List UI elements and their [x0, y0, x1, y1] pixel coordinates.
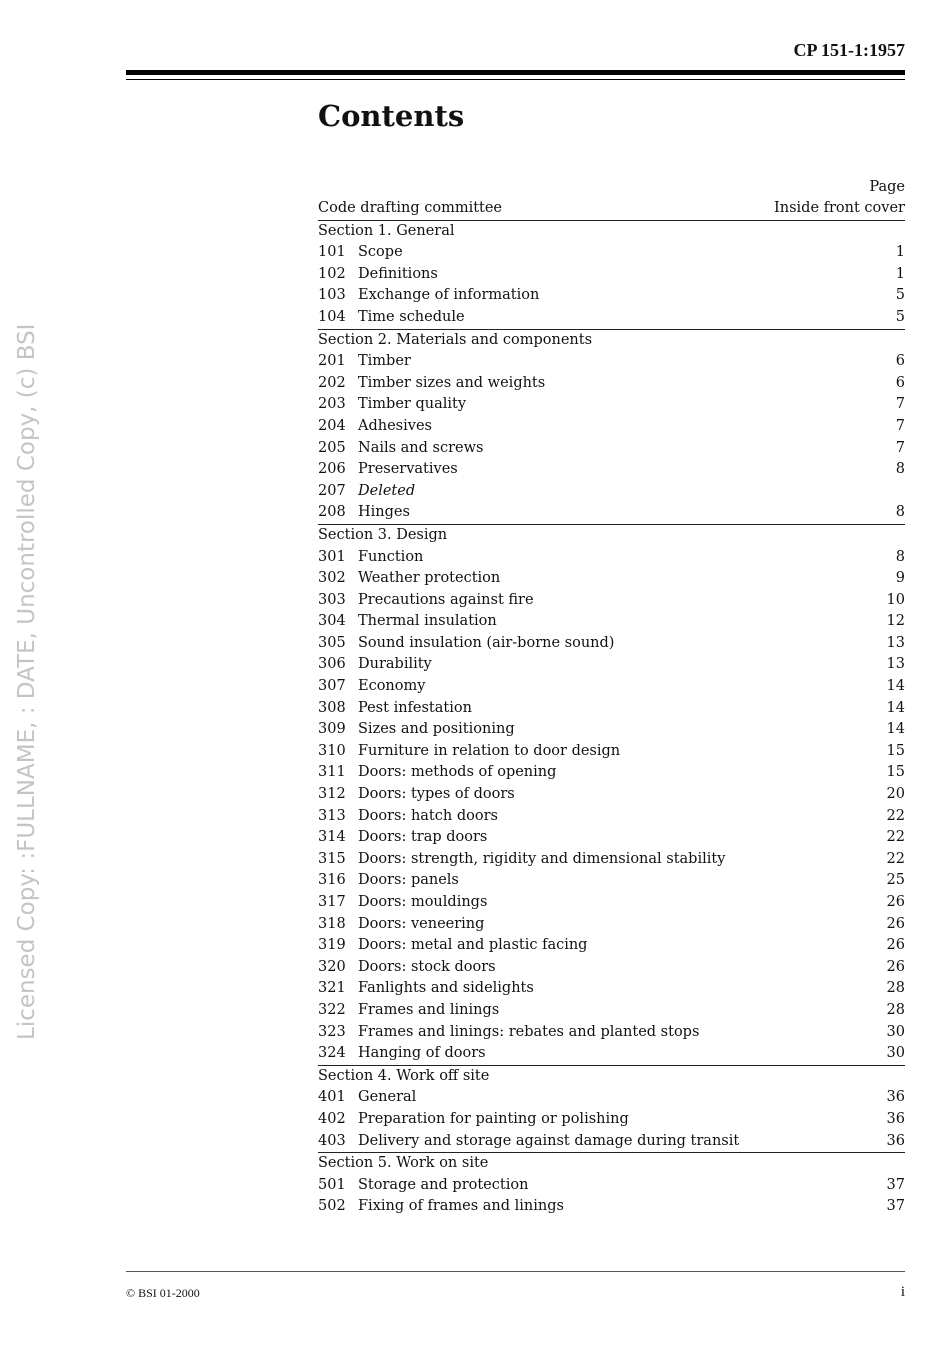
- toc-entry-number: 324: [318, 1045, 346, 1062]
- toc-entry: [318, 307, 905, 330]
- toc-entry-title: Time schedule: [358, 308, 465, 325]
- toc-entry-title: Timber quality: [358, 396, 467, 413]
- toc-entry: [318, 719, 905, 741]
- toc-entry-title: Doors: hatch doors: [358, 807, 498, 824]
- toc-entry-title: Pest infestation: [358, 699, 472, 716]
- toc-entry-title: Timber: [358, 353, 411, 370]
- toc-entry-title: Sizes and positioning: [358, 721, 515, 738]
- toc-entry: [318, 892, 905, 914]
- toc-entry: [318, 914, 905, 936]
- toc-entry-title: Doors: panels: [358, 872, 459, 889]
- toc-entry-page: 26: [886, 958, 905, 975]
- toc-entry-title: Doors: methods of opening: [358, 764, 557, 781]
- toc-entry-page: 36: [886, 1110, 905, 1127]
- toc-entry: [318, 264, 905, 286]
- toc-entry-number: 320: [318, 958, 346, 975]
- footer-copyright: © BSI 01-2000: [126, 1286, 200, 1300]
- toc-sections: [318, 221, 905, 1218]
- toc-entry-page: 37: [886, 1176, 905, 1193]
- toc-entry: [318, 806, 905, 828]
- toc-entry-number: 310: [318, 742, 346, 759]
- toc-section-heading-text: Section 5. Work on site: [318, 1155, 489, 1172]
- toc-entry-page: 30: [886, 1023, 905, 1040]
- toc-entry: [318, 459, 905, 481]
- licence-watermark: Licensed Copy: :FULLNAME, : DATE, Uncontrolled Copy, (c) BSI: [14, 323, 40, 1040]
- toc-entry-number: 101: [318, 244, 346, 261]
- toc-entry-number: 311: [318, 764, 346, 781]
- toc-entry: [318, 1000, 905, 1022]
- footer-page-number: i: [900, 1284, 905, 1300]
- toc-entry-page: 8: [895, 461, 905, 478]
- toc-entry-number: 316: [318, 872, 346, 889]
- toc-entry-title: Definitions: [358, 265, 438, 282]
- toc-entry-number: 318: [318, 915, 346, 932]
- toc-entry-page: 22: [886, 829, 905, 846]
- toc-entry: [318, 633, 905, 655]
- toc-entry-title: Scope: [358, 244, 403, 261]
- toc-entry-page: 5: [895, 308, 905, 325]
- toc-entry: [318, 242, 905, 264]
- toc-section-heading-text: Section 3. Design: [318, 526, 448, 543]
- toc-entry-number: 102: [318, 265, 346, 282]
- toc-section-heading: [318, 1066, 905, 1088]
- toc-entry-number: 305: [318, 634, 346, 651]
- toc-entry: [318, 978, 905, 1000]
- toc-section-heading-text: Section 1. General: [318, 222, 455, 239]
- toc-entry-number: 401: [318, 1089, 346, 1106]
- toc-entry-page: 13: [886, 634, 905, 651]
- toc-entry-number: 204: [318, 417, 346, 434]
- toc-entry-page: 25: [886, 872, 905, 889]
- toc-entry: [318, 568, 905, 590]
- toc-entry-number: 304: [318, 613, 346, 630]
- toc-entry: [318, 1175, 905, 1197]
- page-title: Contents: [318, 99, 465, 133]
- toc-entry: [318, 784, 905, 806]
- toc-entry-title: Delivery and storage against damage during transit: [358, 1132, 740, 1149]
- toc-entry-page: 7: [895, 417, 905, 434]
- toc-entry-title: Sound insulation (air-borne sound): [358, 634, 615, 651]
- toc-entry-number: 403: [318, 1132, 346, 1149]
- table-of-contents: [318, 176, 905, 1218]
- toc-entry: [318, 394, 905, 416]
- toc-section-heading-text: Section 2. Materials and components: [318, 331, 593, 348]
- toc-entry-page: 36: [886, 1089, 905, 1106]
- toc-section-heading: [318, 1153, 905, 1175]
- toc-entry-number: 302: [318, 570, 346, 587]
- toc-entry-title: General: [358, 1089, 417, 1106]
- toc-entry-page: 1: [895, 244, 905, 261]
- toc-entry-number: 319: [318, 937, 346, 954]
- toc-entry-page: 6: [895, 353, 905, 370]
- toc-entry-page: 8: [895, 504, 905, 521]
- toc-entry-number: 322: [318, 1001, 346, 1018]
- toc-entry-title: Durability: [358, 656, 432, 673]
- toc-entry-title: Economy: [358, 678, 426, 695]
- toc-entry-title: Preservatives: [358, 461, 458, 478]
- toc-entry-number: 202: [318, 374, 346, 391]
- toc-entry-page: 7: [895, 396, 905, 413]
- toc-entry: [318, 1043, 905, 1066]
- toc-entry-page: 36: [886, 1132, 905, 1149]
- toc-entry-page: 5: [895, 287, 905, 304]
- toc-entry: [318, 373, 905, 395]
- toc-entry: [318, 1022, 905, 1044]
- toc-entry: [318, 481, 905, 503]
- toc-entry-number: 303: [318, 591, 346, 608]
- toc-entry-number: 312: [318, 786, 346, 803]
- toc-entry-title: Fixing of frames and linings: [358, 1198, 564, 1215]
- toc-entry-title: Exchange of information: [358, 287, 540, 304]
- toc-entry-page: 14: [886, 699, 905, 716]
- toc-entry-page: 28: [886, 1001, 905, 1018]
- toc-entry: [318, 1109, 905, 1131]
- toc-entry-page: 1: [895, 265, 905, 282]
- toc-entry-page: 22: [886, 807, 905, 824]
- toc-entry-title: Nails and screws: [358, 439, 484, 456]
- toc-entry: [318, 1131, 905, 1154]
- toc-entry-page: 20: [886, 786, 905, 803]
- toc-entry-number: 317: [318, 894, 346, 910]
- toc-entry-number: 313: [318, 807, 346, 824]
- toc-lead-text: Code drafting committee: [318, 200, 503, 216]
- toc-entry-title: Weather protection: [358, 570, 501, 587]
- toc-entry-number: 502: [318, 1198, 346, 1215]
- toc-entry-title: Thermal insulation: [358, 613, 497, 630]
- toc-section-heading: [318, 330, 905, 352]
- toc-entry-page: 14: [886, 678, 905, 695]
- toc-entry-title: Furniture in relation to door design: [358, 742, 621, 759]
- toc-entry: [318, 676, 905, 698]
- toc-entry-title: Doors: metal and plastic facing: [358, 937, 588, 954]
- toc-entry: [318, 870, 905, 892]
- toc-entry: [318, 502, 905, 525]
- toc-entry-title: Hanging of doors: [358, 1045, 486, 1062]
- toc-entry: [318, 611, 905, 633]
- toc-entry: [318, 416, 905, 438]
- header-rule-thick: [126, 70, 905, 75]
- toc-section-heading: [318, 525, 905, 547]
- toc-entry-title: Fanlights and sidelights: [358, 980, 534, 997]
- toc-entry-number: 315: [318, 850, 346, 867]
- toc-entry: [318, 1087, 905, 1109]
- toc-entry: [318, 957, 905, 979]
- toc-entry-page: 30: [886, 1045, 905, 1062]
- toc-entry-page: 26: [886, 894, 905, 910]
- toc-entry-title: Doors: stock doors: [358, 958, 496, 975]
- toc-entry-number: 203: [318, 396, 346, 413]
- toc-entry-page: 12: [886, 613, 905, 630]
- toc-entry-number: 208: [318, 504, 346, 521]
- toc-entry-page: 14: [886, 721, 905, 738]
- toc-entry: [318, 654, 905, 676]
- toc-entry-number: 201: [318, 353, 346, 370]
- toc-entry-title: Adhesives: [358, 417, 432, 434]
- toc-entry-page: 22: [886, 850, 905, 867]
- toc-entry: [318, 741, 905, 763]
- toc-entry-number: 402: [318, 1110, 346, 1127]
- page-column-label: Page: [869, 179, 905, 195]
- toc-section-heading: [318, 221, 905, 243]
- toc-entry: [318, 698, 905, 720]
- toc-entry-number: 301: [318, 548, 346, 565]
- toc-entry: [318, 590, 905, 612]
- toc-entry: [318, 849, 905, 871]
- header-rule-thin: [126, 79, 905, 80]
- toc-entry-number: 206: [318, 461, 346, 478]
- toc-entry: [318, 1196, 905, 1218]
- toc-entry-page: 15: [886, 742, 905, 759]
- toc-entry: [318, 547, 905, 569]
- toc-entry-page: 6: [895, 374, 905, 391]
- toc-entry-title: Doors: mouldings: [358, 894, 488, 910]
- toc-entry-number: 306: [318, 656, 346, 673]
- toc-entry-number: 309: [318, 721, 346, 738]
- document-id: CP 151-1:1957: [793, 40, 905, 60]
- toc-lead-page: Inside front cover: [774, 200, 905, 216]
- toc-entry-page: 15: [886, 764, 905, 781]
- toc-entry-title: Timber sizes and weights: [358, 374, 546, 391]
- toc-entry-title: Frames and linings: rebates and planted stops: [358, 1023, 700, 1040]
- footer-rule: [126, 1271, 905, 1272]
- toc-entry-number: 103: [318, 287, 346, 304]
- toc-entry-title: Frames and linings: [358, 1001, 500, 1018]
- toc-lead-row: [318, 198, 905, 221]
- toc-entry-number: 501: [318, 1176, 346, 1193]
- toc-entry-number: 307: [318, 678, 346, 695]
- toc-entry-number: 323: [318, 1023, 346, 1040]
- toc-entry-title: Function: [358, 548, 424, 565]
- toc-entry-title: Doors: types of doors: [358, 786, 515, 803]
- toc-entry: [318, 762, 905, 784]
- toc-entry-title: Doors: veneering: [358, 915, 485, 932]
- toc-entry: [318, 935, 905, 957]
- toc-entry-page: 13: [886, 656, 905, 673]
- toc-entry-page: 8: [895, 548, 905, 565]
- toc-entry-title: Doors: strength, rigidity and dimensional stability: [358, 850, 726, 867]
- toc-entry-title: Hinges: [358, 504, 410, 521]
- toc-entry: [318, 438, 905, 460]
- toc-entry-page: 10: [886, 591, 905, 608]
- toc-entry-title: Preparation for painting or polishing: [358, 1110, 629, 1127]
- toc-entry-page: 26: [886, 915, 905, 932]
- toc-section-heading-text: Section 4. Work off site: [318, 1067, 490, 1084]
- toc-entry-page: 37: [886, 1198, 905, 1215]
- toc-entry-number: 207: [318, 482, 346, 499]
- toc-entry: [318, 827, 905, 849]
- toc-entry-number: 308: [318, 699, 346, 716]
- toc-entry-page: 26: [886, 937, 905, 954]
- toc-entry-title: Precautions against fire: [358, 591, 534, 608]
- toc-entry-number: 321: [318, 980, 346, 997]
- toc-entry-number: 205: [318, 439, 346, 456]
- toc-entry-number: 104: [318, 308, 346, 325]
- toc-entry-page: 28: [886, 980, 905, 997]
- toc-entry-page: 9: [895, 570, 905, 587]
- toc-entry-title: Deleted: [358, 482, 416, 499]
- toc-entry-title: Storage and protection: [358, 1176, 529, 1193]
- toc-entry-number: 314: [318, 829, 346, 846]
- toc-entry-title: Doors: trap doors: [358, 829, 488, 846]
- toc-entry: [318, 285, 905, 307]
- toc-entry: [318, 351, 905, 373]
- toc-entry-page: 7: [895, 439, 905, 456]
